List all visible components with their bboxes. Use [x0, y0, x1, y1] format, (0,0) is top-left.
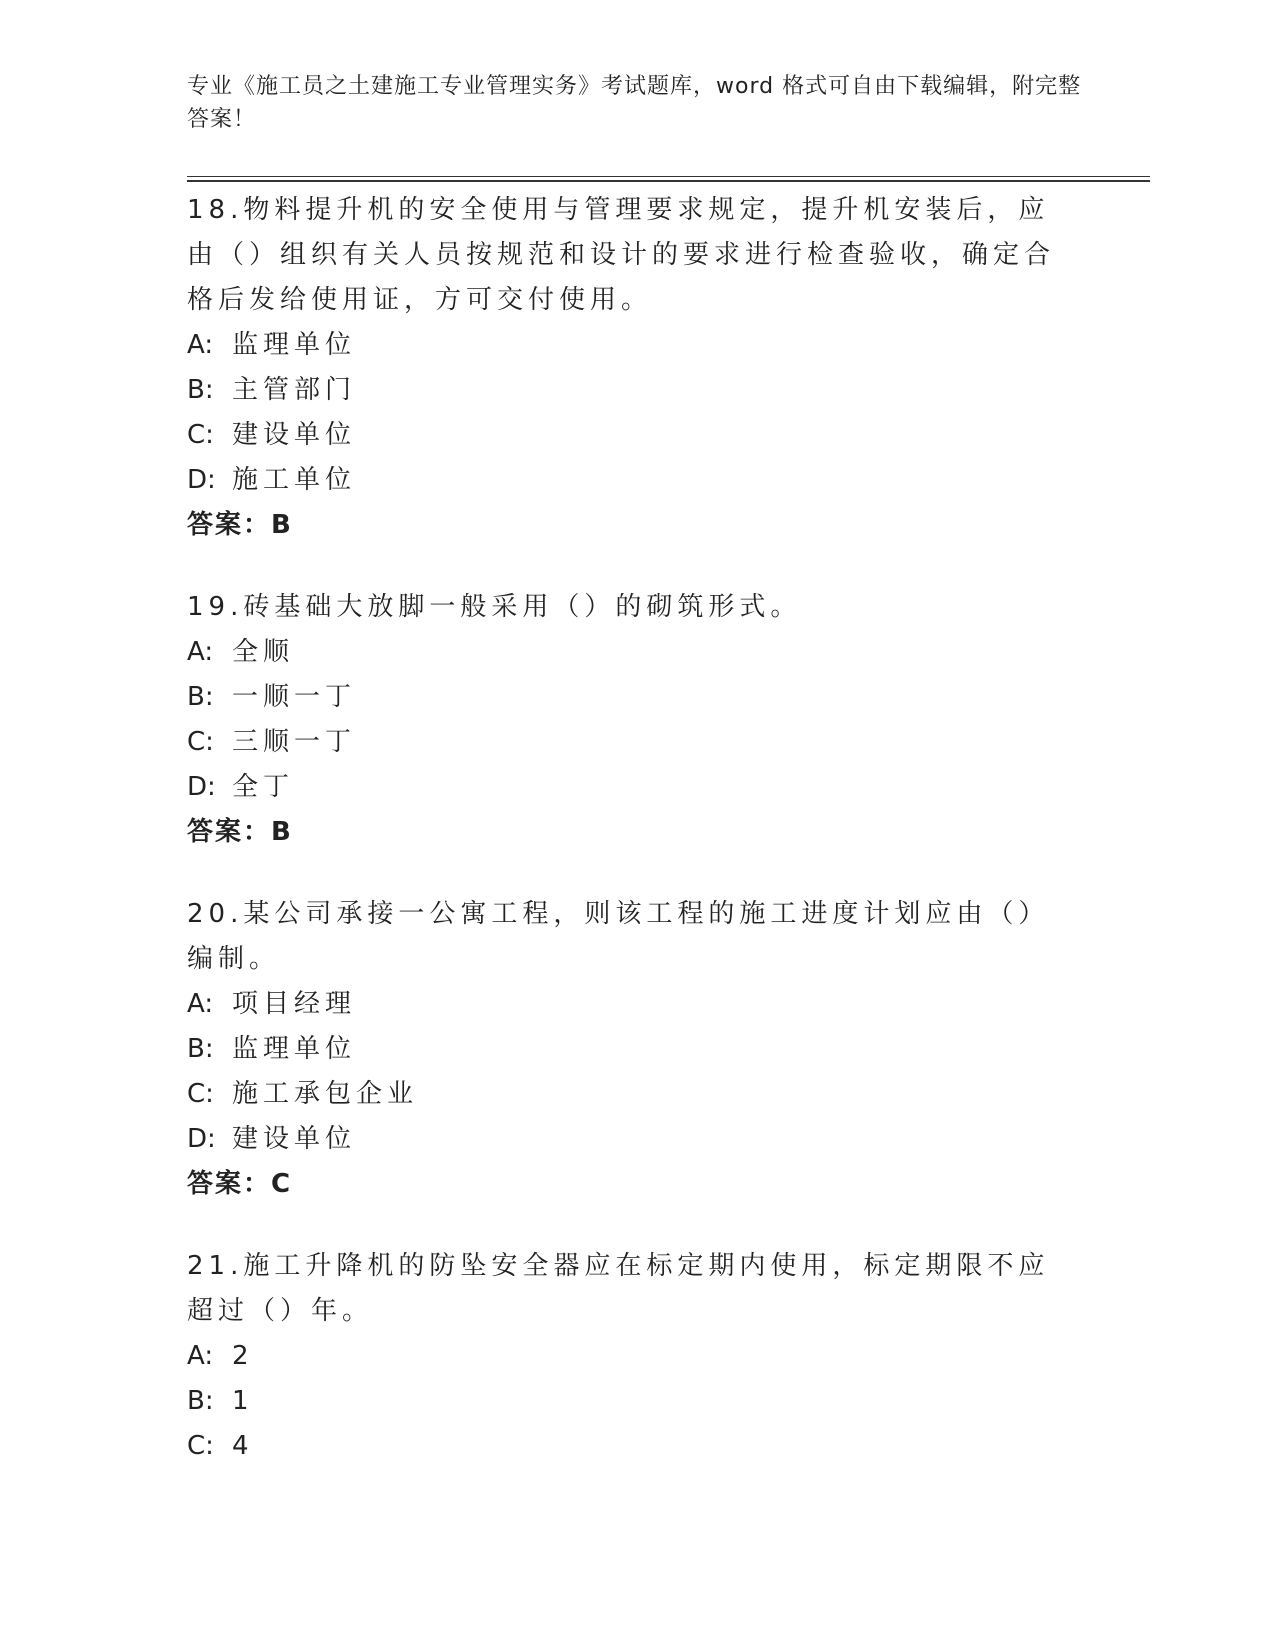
question-19: [187, 585, 1087, 855]
option-b: [187, 368, 1087, 413]
option-text: 监理单位: [232, 330, 357, 360]
question-21: [187, 1244, 1087, 1469]
option-d: [187, 765, 1087, 810]
answer-line: 答案：C: [187, 1169, 293, 1199]
option-a: [187, 1334, 1087, 1379]
option-text: 施工承包企业: [232, 1079, 419, 1109]
header-divider-thin: [187, 176, 1150, 177]
option-c: [187, 1424, 1087, 1469]
option-text: 2: [232, 1341, 254, 1371]
option-text: 全丁: [232, 772, 295, 802]
option-text: 建设单位: [232, 1124, 357, 1154]
option-a: [187, 982, 1087, 1027]
answer-line: 答案：B: [187, 817, 293, 847]
option-b: [187, 675, 1087, 720]
question-18: [187, 188, 1087, 548]
option-c: [187, 413, 1087, 458]
option-b: [187, 1379, 1087, 1424]
option-letter: C:: [187, 1431, 214, 1461]
option-letter: D:: [187, 1124, 216, 1154]
option-c: [187, 720, 1087, 765]
answer-line: 答案：B: [187, 510, 293, 540]
option-text: 一顺一丁: [232, 682, 357, 712]
option-letter: B:: [187, 375, 214, 405]
option-a: [187, 630, 1087, 675]
option-text: 1: [232, 1386, 254, 1416]
option-text: 4: [232, 1431, 254, 1461]
option-letter: A:: [187, 330, 214, 360]
option-text: 建设单位: [232, 420, 357, 450]
question-20: [187, 892, 1087, 1207]
option-b: [187, 1027, 1087, 1072]
question-text: 21.施工升降机的防坠安全器应在标定期内使用，标定期限不应超过（）年。: [187, 1251, 1050, 1326]
option-letter: A:: [187, 637, 214, 667]
option-letter: D:: [187, 772, 216, 802]
option-text: 施工单位: [232, 465, 357, 495]
option-letter: C:: [187, 420, 214, 450]
option-d: [187, 1117, 1087, 1162]
option-d: [187, 458, 1087, 503]
option-letter: C:: [187, 1079, 214, 1109]
option-letter: D:: [187, 465, 216, 495]
question-text: 20.某公司承接一公寓工程，则该工程的施工进度计划应由（）编制。: [187, 899, 1050, 974]
option-text: 主管部门: [232, 375, 357, 405]
option-letter: C:: [187, 727, 214, 757]
option-c: [187, 1072, 1087, 1117]
document-header: 专业《施工员之土建施工专业管理实务》考试题库，word 格式可自由下载编辑，附完整答案！: [187, 74, 1082, 132]
option-letter: A:: [187, 1341, 214, 1371]
question-list: [187, 188, 1087, 1506]
option-letter: A:: [187, 989, 214, 1019]
option-a: [187, 323, 1087, 368]
option-letter: B:: [187, 1034, 214, 1064]
option-text: 项目经理: [232, 989, 357, 1019]
option-text: 三顺一丁: [232, 727, 357, 757]
option-letter: B:: [187, 1386, 214, 1416]
question-text: 18.物料提升机的安全使用与管理要求规定，提升机安装后，应由（）组织有关人员按规范和设计的要求进行检查验收，确定合格后发给使用证，方可交付使用。: [187, 195, 1056, 315]
option-text: 监理单位: [232, 1034, 357, 1064]
header-divider-thick: [187, 180, 1150, 182]
question-text: 19.砖基础大放脚一般采用（）的砌筑形式。: [187, 592, 802, 622]
option-text: 全顺: [232, 637, 295, 667]
option-letter: B:: [187, 682, 214, 712]
